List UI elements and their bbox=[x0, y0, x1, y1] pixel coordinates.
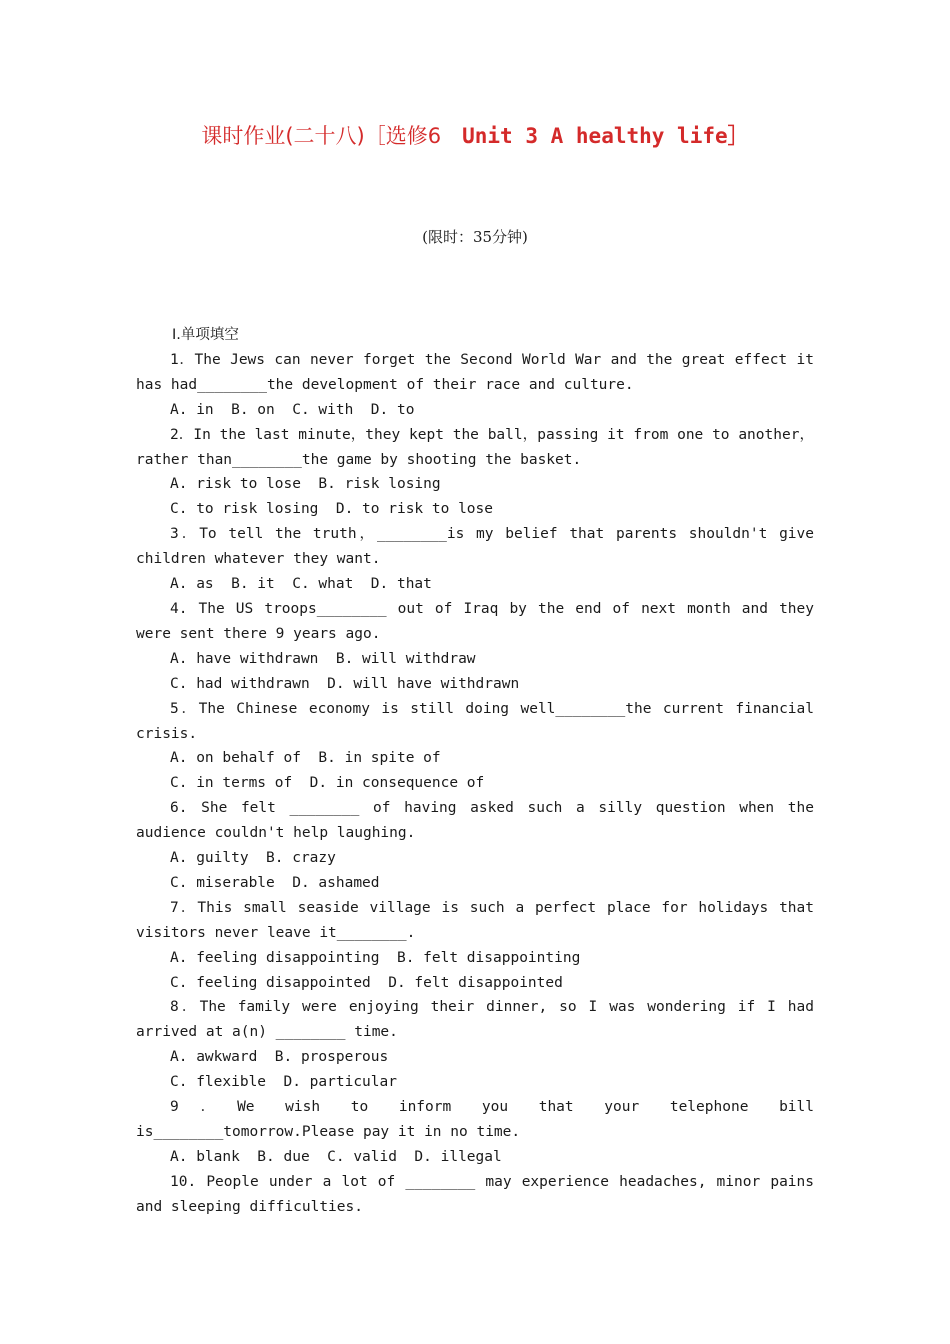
exercise-content bbox=[136, 323, 814, 1220]
question-5: 5．The Chinese economy is still doing well________the current financial crisis. bbox=[136, 700, 814, 742]
question-9-options: A. blank B. due C. valid D. illegal bbox=[170, 1148, 502, 1165]
question-4: 4. The US troops________ out of Iraq by the end of next month and they were sent there 9 years ago. bbox=[136, 600, 814, 642]
page-title bbox=[0, 120, 950, 150]
question-6-options-cd: C. miserable D. ashamed bbox=[170, 874, 380, 891]
question-1-options: A. in B. on C. with D. to bbox=[170, 401, 415, 418]
title-unit: Unit 3 A healthy life］ bbox=[462, 124, 749, 148]
question-7-options-ab: A. feeling disappointing B. felt disappointing bbox=[170, 949, 581, 966]
question-3: 3．To tell the truth，________is my belief that parents shouldn't give children whatever they want. bbox=[136, 526, 814, 568]
section-heading: Ⅰ.单项填空 bbox=[172, 327, 239, 343]
question-1: 1．The Jews can never forget the Second World War and the great effect it has had________the development of their race and culture. bbox=[136, 351, 814, 393]
question-8-options-ab: A. awkward B. prosperous bbox=[170, 1049, 389, 1066]
question-2-options-ab: A. risk to lose B. risk losing bbox=[170, 476, 441, 493]
question-3-options: A. as B. it C. what D. that bbox=[170, 576, 432, 593]
question-4-options-ab: A. have withdrawn B. will withdraw bbox=[170, 650, 476, 667]
question-8-options-cd: C. flexible D. particular bbox=[170, 1074, 397, 1091]
question-8: 8．The family were enjoying their dinner, so I was wondering if I had arrived at a(n) ________ time. bbox=[136, 999, 814, 1041]
title-bracket: ［选修6 bbox=[364, 124, 463, 148]
time-limit: (限时：35分钟) bbox=[422, 228, 528, 246]
question-5-options-ab: A. on behalf of B. in spite of bbox=[170, 750, 441, 767]
question-9: 9．We wish to inform you that your telephone bill is________tomorrow.Please pay it in no time. bbox=[136, 1099, 814, 1140]
question-2-options-cd: C. to risk losing D. to risk to lose bbox=[170, 501, 494, 518]
question-2: 2．In the last minute，they kept the ball，passing it from one to another，rather than________the game by shooting the basket. bbox=[136, 426, 814, 468]
question-6-options-ab: A. guilty B. crazy bbox=[170, 850, 336, 867]
question-7: 7．This small seaside village is such a perfect place for holidays that visitors never leave it________. bbox=[136, 899, 814, 941]
question-7-options-cd: C. feeling disappointed D. felt disappointed bbox=[170, 974, 563, 991]
question-4-options-cd: C. had withdrawn D. will have withdrawn bbox=[170, 675, 520, 692]
question-10: 10. People under a lot of ________ may experience headaches, minor pains and sleeping difficulties. bbox=[136, 1173, 814, 1215]
question-6: 6. She felt ________ of having asked such a silly question when the audience couldn't help laughing. bbox=[136, 800, 814, 842]
question-5-options-cd: C. in terms of D. in consequence of bbox=[170, 775, 485, 792]
title-chinese: 课时作业(二十八) bbox=[201, 124, 365, 148]
